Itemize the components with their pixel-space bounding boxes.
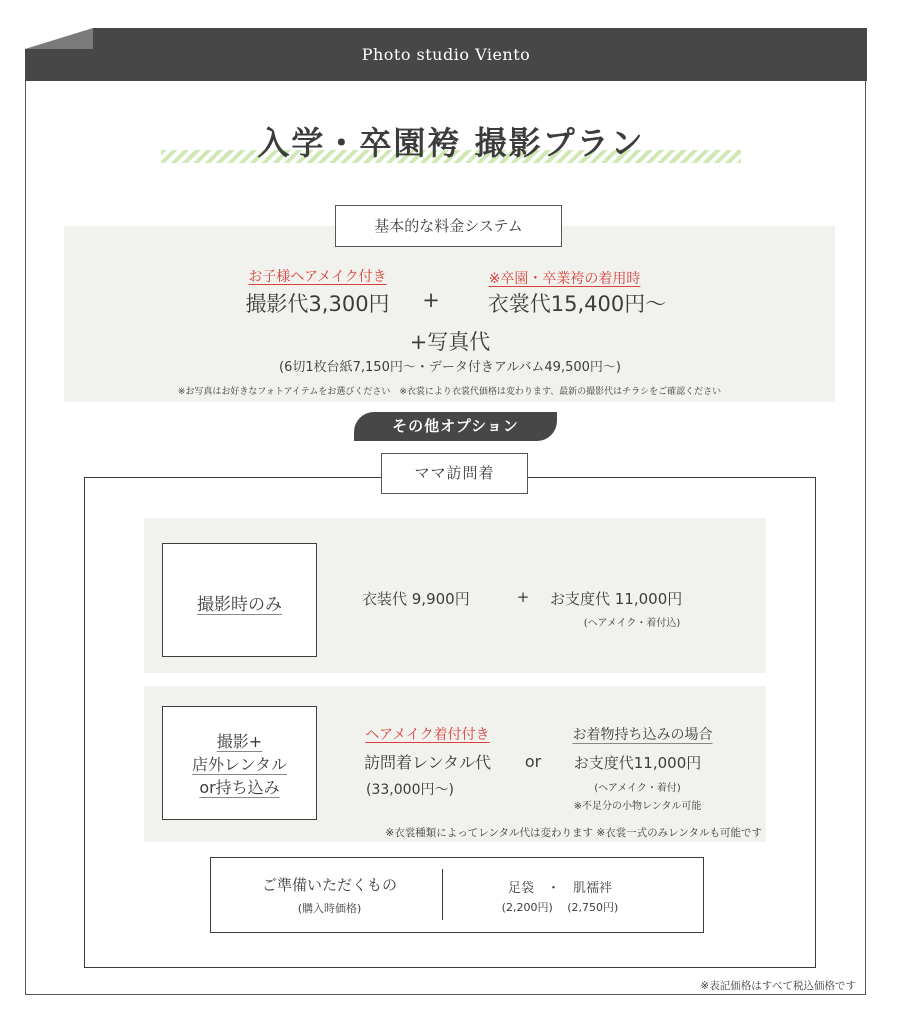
hairmake-note: お子様ヘアメイク付き xyxy=(248,269,387,285)
prep-prices: (2,200円) (2,750円) xyxy=(501,901,619,914)
basic-fee-panel xyxy=(64,226,835,402)
tax-footnote: ※表記価格はすべて税込価格です xyxy=(700,980,856,992)
plan-b-bring-extra: ※不足分の小物レンタル可能 xyxy=(573,801,702,812)
plan-b-bring-fee: お支度代11,000円 xyxy=(573,754,702,772)
plus-sign: + xyxy=(422,288,440,312)
plan-b-rental-fee: 訪問着レンタル代 xyxy=(364,753,491,772)
plan-b-title xyxy=(162,730,317,799)
plan-a-plus: + xyxy=(516,588,530,606)
prep-title: ご準備いただくもの xyxy=(261,876,397,894)
plan-b-title-line3: or持ち込み xyxy=(199,778,280,797)
shooting-fee: 撮影代3,300円 xyxy=(245,292,390,316)
plan-b-bring-note: お着物持ち込みの場合 xyxy=(572,727,713,743)
mama-kimono-label: ママ訪問着 xyxy=(381,453,528,494)
plan-a-costume: 衣装代 9,900円 xyxy=(362,590,470,608)
photo-fee-detail: (6切1枚台紙7,150円〜・データ付きアルバム49,500円〜) xyxy=(279,360,621,375)
plan-a-title: 撮影時のみ xyxy=(197,595,282,615)
plan-b-title-line2: 店外レンタル xyxy=(192,755,287,774)
plan-a-dressing-note: (ヘアメイク・着付込) xyxy=(583,618,681,629)
prep-items: 足袋 ・ 肌襦袢 xyxy=(507,881,612,896)
page-title: 入学・卒園袴 撮影プラン xyxy=(257,124,645,162)
photo-fee: +写真代 xyxy=(409,330,491,354)
plan-b-or: or xyxy=(524,752,542,771)
costume-fee: 衣裳代15,400円〜 xyxy=(487,292,667,316)
plan-b-rental-note: ヘアメイク着付付き xyxy=(365,727,490,743)
plan-b-footnote: ※衣裳種類によってレンタル代は変わります ※衣裳一式のみレンタルも可能です xyxy=(385,827,762,839)
plan-b-title-line1: 撮影+ xyxy=(216,732,263,751)
kimono-note: ※卒園・卒業袴の着用時 xyxy=(488,271,641,287)
plan-a-dressing: お支度代 11,000円 xyxy=(550,590,683,608)
basic-footnote: ※お写真はお好きなフォトアイテムをお選びください ※衣裳により衣裳代価格は変わります、最新の撮影代はチラシをご確認ください xyxy=(177,387,722,397)
plan-b-bring-detail: (ヘアメイク・着付) xyxy=(594,783,681,794)
basic-fee-label: 基本的な料金システム xyxy=(335,205,562,247)
studio-name: Photo studio Viento xyxy=(361,45,531,64)
prep-divider xyxy=(442,869,443,920)
other-options-label: その他オプション xyxy=(354,412,557,441)
prep-subtitle: (購入時価格) xyxy=(297,902,362,915)
plan-b-rental-price: (33,000円〜) xyxy=(366,782,454,798)
